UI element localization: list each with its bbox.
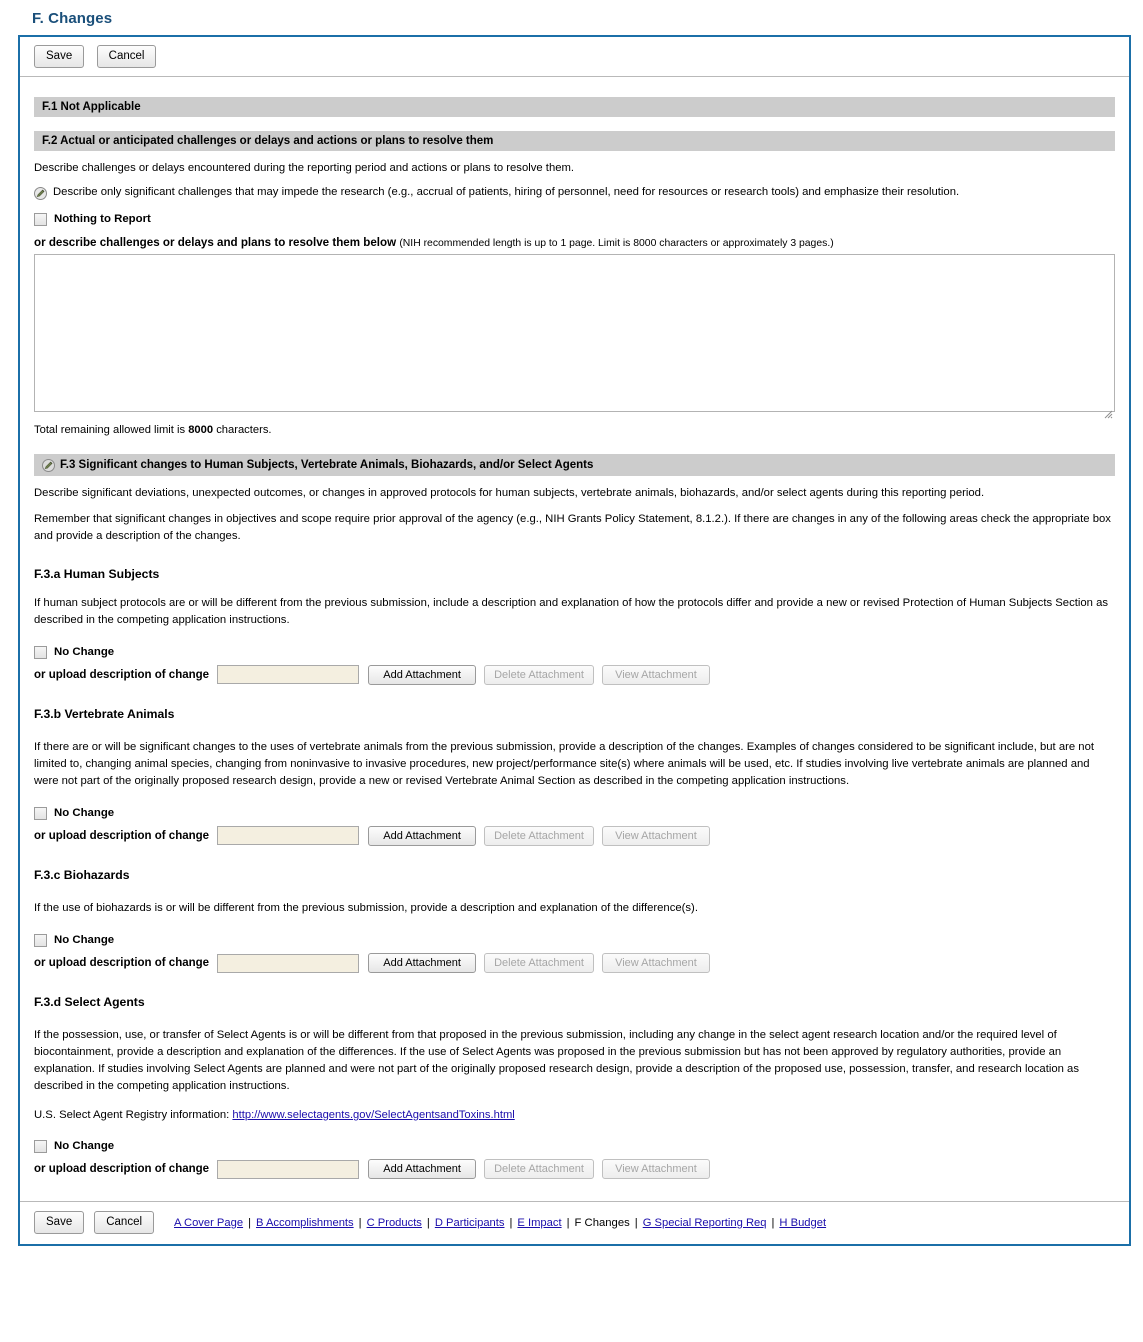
footer-link-d-participants[interactable]: D Participants [434, 1216, 505, 1229]
f3c-no-change-row[interactable] [34, 933, 1115, 947]
f3a-no-change-row[interactable] [34, 645, 1115, 659]
f3c-heading: F.3.c Biohazards [34, 867, 130, 882]
f3-paragraph-1: Describe significant deviations, unexpected outcomes, or changes in approved protocols for human subjects, vertebrate animals, biohazards, and/or select agents during this reporting period. [34, 486, 985, 499]
bottom-toolbar [20, 1201, 1129, 1244]
f3d-paragraph: If the possession, use, or transfer of Select Agents is or will be different from that proposed in the previous submission, including any change in the select agent research location and/or the required level of biocontainment, provide a description and explanation of the differences. If the use of Select Agents was proposed in the previous submission but has not been approved by regulatory authorities, provide an explanation. If studies involving Select Agents are planned and were not part of the originally proposed research design, provide a description of the proposed use, possession, transfer, and research location as described in the competing application instructions. [34, 1029, 1079, 1093]
f3d-delete-attachment-button: Delete Attachment [484, 1159, 594, 1179]
select-agent-registry-link[interactable]: http://www.selectagents.gov/SelectAgentsandToxins.html [232, 1108, 515, 1121]
f3c-upload-row [34, 953, 1115, 973]
f3b-no-change-label: No Change [54, 806, 115, 819]
f3a-upload-row [34, 665, 1115, 685]
save-button-top[interactable]: Save [34, 45, 84, 68]
f3d-registry-row [34, 1109, 1115, 1121]
footer-link-e-impact[interactable]: E Impact [517, 1216, 562, 1229]
f3c-file-field[interactable] [217, 954, 359, 973]
f3b-view-attachment-button: View Attachment [602, 826, 710, 846]
f3b-heading: F.3.b Vertebrate Animals [34, 706, 175, 721]
footer-link-b-accomplishments[interactable]: B Accomplishments [256, 1216, 354, 1229]
section-f2-label: F.2 Actual or anticipated challenges or delays and actions or plans to resolve them [42, 134, 494, 147]
footer-link-separator: | [634, 1216, 638, 1229]
f3c-no-change-label: No Change [54, 933, 115, 946]
f3d-no-change-checkbox[interactable] [34, 1140, 47, 1153]
f3a-view-attachment-button: View Attachment [602, 665, 710, 685]
footer-link-separator: | [509, 1216, 513, 1229]
footer-nav-links [174, 1217, 826, 1229]
pencil-icon [34, 187, 47, 200]
footer-link-h-budget[interactable]: H Budget [779, 1216, 827, 1229]
f2-describe-label: or describe challenges or delays and plans to resolve them below [34, 235, 397, 249]
f3c-view-attachment-button: View Attachment [602, 953, 710, 973]
footer-link-a-cover-page[interactable]: A Cover Page [174, 1216, 244, 1229]
f3b-upload-row [34, 826, 1115, 846]
section-f1-label: F.1 Not Applicable [42, 100, 141, 113]
footer-link-g-special-reporting-req[interactable]: G Special Reporting Req [642, 1216, 767, 1229]
f3c-paragraph: If the use of biohazards is or will be different from the previous submission, provide a description and explanation of the difference(s). [34, 901, 698, 914]
f3c-delete-attachment-button: Delete Attachment [484, 953, 594, 973]
footer-link-separator: | [358, 1216, 362, 1229]
f3-paragraph-2: Remember that significant changes in objectives and scope require prior approval of the agency (e.g., NIH Grants Policy Statement, 8.1.2.). If there are changes in any of the following areas check the appropriate box and provide a description of the changes. [34, 512, 1111, 542]
f3b-file-field[interactable] [217, 826, 359, 845]
page-title: F. Changes [32, 10, 113, 27]
f3a-delete-attachment-button: Delete Attachment [484, 665, 594, 685]
f3d-no-change-label: No Change [54, 1139, 115, 1152]
section-bar-f3 [34, 454, 1115, 476]
footer-link-separator: | [771, 1216, 775, 1229]
f2-describe-note: (NIH recommended length is up to 1 page. Limit is 8000 characters or approximately 3 pages.) [399, 237, 834, 249]
footer-link-c-products[interactable]: C Products [366, 1216, 422, 1229]
nothing-to-report-label: Nothing to Report [54, 212, 151, 225]
f3d-add-attachment-button[interactable]: Add Attachment [368, 1159, 476, 1179]
footer-link-separator: | [248, 1216, 251, 1229]
f2-describe-label-row [34, 236, 1115, 249]
f3d-view-attachment-button: View Attachment [602, 1159, 710, 1179]
f3c-add-attachment-button[interactable]: Add Attachment [368, 953, 476, 973]
f2-hint-row [34, 186, 1115, 200]
f3b-paragraph: If there are or will be significant changes to the uses of vertebrate animals from the previous submission, provide a description of the changes. Examples of changes considered to be significant include, but are not limited to, changing animal species, changing from noninvasive to invasive procedures, new project/performance site(s) where animals will be used, etc. If studies involving live vertebrate animals are planned and were not part of the originally proposed research design, provide a new or revised Vertebrate Animal Section as described in the competing application instructions. [34, 740, 1094, 787]
section-bar-f1 [34, 97, 1115, 117]
challenges-textarea[interactable] [34, 254, 1115, 412]
footer-link-separator: | [566, 1216, 570, 1229]
section-f3-label: F.3 Significant changes to Human Subjects, Vertebrate Animals, Biohazards, and/or Select Agents [60, 458, 594, 471]
save-button-bottom[interactable]: Save [34, 1211, 84, 1234]
nothing-to-report-checkbox[interactable] [34, 213, 47, 226]
f3b-upload-label: or upload description of change [34, 829, 210, 842]
f3a-file-field[interactable] [217, 665, 359, 684]
f2-limit-value: 8000 [188, 423, 214, 436]
f3c-no-change-checkbox[interactable] [34, 934, 47, 947]
f3b-add-attachment-button[interactable]: Add Attachment [368, 826, 476, 846]
top-toolbar [20, 37, 1129, 77]
f3d-upload-row [34, 1159, 1115, 1179]
f3a-heading: F.3.a Human Subjects [34, 566, 160, 581]
f3d-registry-label: U.S. Select Agent Registry information: [34, 1108, 230, 1121]
pencil-icon [42, 459, 55, 472]
f2-hint-text: Describe only significant challenges that may impede the research (e.g., accrual of patients, hiring of personnel, need for resources or research tools) and emphasize their resolution. [53, 185, 960, 198]
f3c-upload-label: or upload description of change [34, 957, 210, 970]
changes-form [18, 35, 1131, 1246]
f3d-no-change-row[interactable] [34, 1139, 1115, 1153]
f3a-no-change-label: No Change [54, 645, 115, 658]
f2-paragraph: Describe challenges or delays encountered during the reporting period and actions or plans to resolve them. [34, 161, 575, 174]
footer-link-f-changes: F Changes [574, 1216, 630, 1229]
f3a-paragraph: If human subject protocols are or will be different from the previous submission, include a description and explanation of how the protocols differ and provide a new or revised Protection of Human Subjects Section as described in the competing application instructions. [34, 596, 1109, 626]
cancel-button-bottom[interactable]: Cancel [94, 1211, 154, 1234]
footer-link-separator: | [426, 1216, 430, 1229]
f2-limit-note [34, 424, 1115, 436]
f3b-delete-attachment-button: Delete Attachment [484, 826, 594, 846]
f2-nothing-to-report-row[interactable] [34, 212, 1115, 226]
f3a-add-attachment-button[interactable]: Add Attachment [368, 665, 476, 685]
f2-limit-prefix: Total remaining allowed limit is [34, 423, 189, 436]
cancel-button-top[interactable]: Cancel [97, 45, 157, 68]
f3a-no-change-checkbox[interactable] [34, 646, 47, 659]
f2-limit-suffix: characters. [213, 423, 272, 436]
f3d-file-field[interactable] [217, 1160, 359, 1179]
f3d-heading: F.3.d Select Agents [34, 995, 145, 1010]
f3a-upload-label: or upload description of change [34, 668, 210, 681]
section-bar-f2 [34, 131, 1115, 151]
f3b-no-change-checkbox[interactable] [34, 807, 47, 820]
f3d-upload-label: or upload description of change [34, 1163, 210, 1176]
f3b-no-change-row[interactable] [34, 806, 1115, 820]
